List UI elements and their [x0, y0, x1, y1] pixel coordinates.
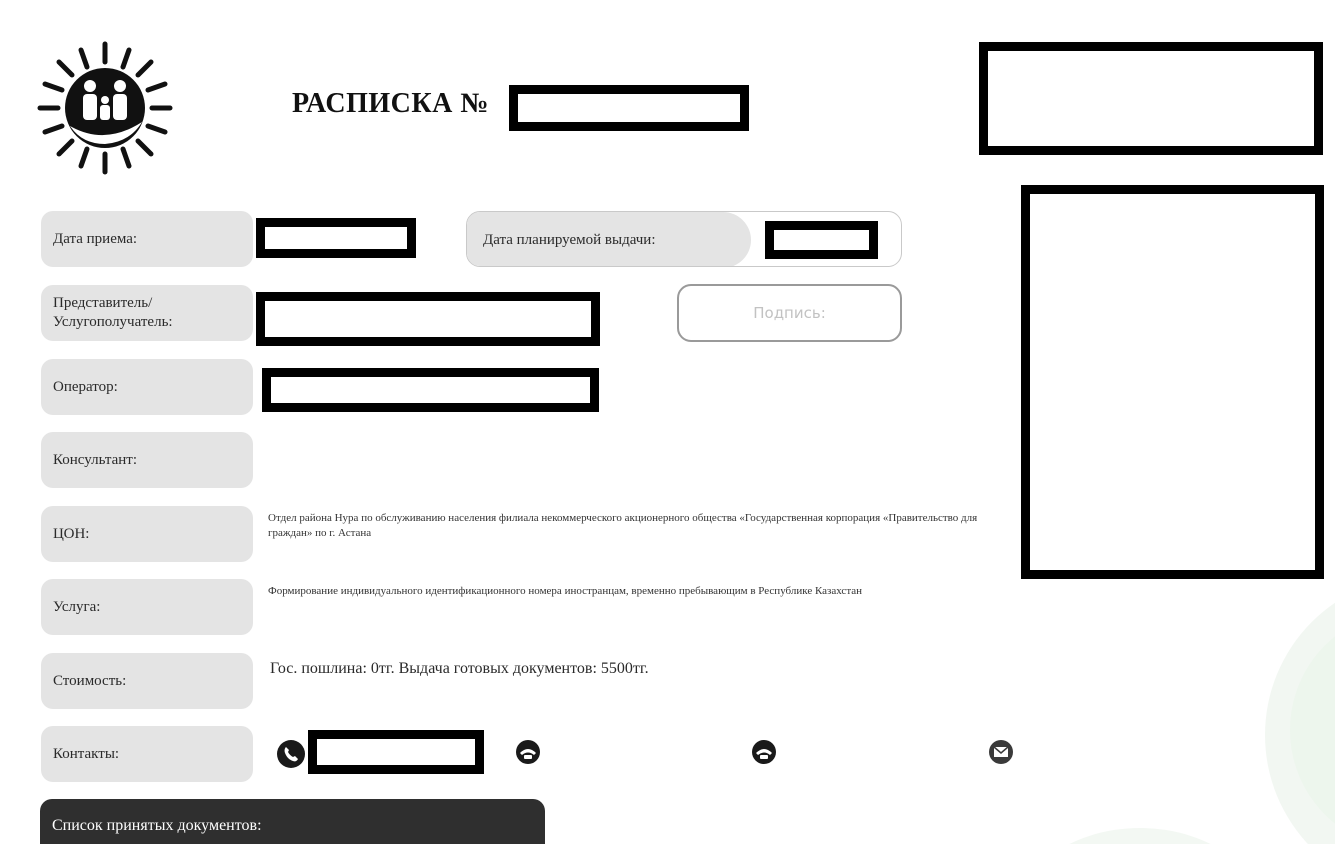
signature-box: Подпись:: [677, 284, 902, 342]
redacted-receive-date: [256, 218, 416, 258]
accepted-documents-header: Список принятых документов:: [40, 799, 545, 844]
service-value: Формирование индивидуального идентификационного номера иностранцам, временно пребывающим в Республике Казахстан: [268, 585, 863, 597]
redacted-barcode: [979, 42, 1323, 155]
consultant-label: Консультант:: [41, 432, 253, 488]
receipt-title: РАСПИСКА №: [292, 88, 490, 119]
contacts-label: Контакты:: [41, 726, 253, 782]
redacted-photo: [1021, 185, 1324, 579]
redacted-issue-date: [765, 221, 878, 259]
con-label: ЦОН:: [41, 506, 253, 562]
redacted-phone-number: [308, 730, 484, 774]
planned-issue-label: Дата планируемой выдачи:: [467, 212, 751, 267]
operator-label: Оператор:: [41, 359, 253, 415]
redacted-representative: [256, 292, 600, 346]
redacted-receipt-number: [509, 85, 749, 131]
mail-icon: [989, 740, 1013, 764]
helpdesk-icon: [516, 740, 540, 764]
family-sun-logo-icon: [30, 38, 180, 178]
cost-value: Гос. пошлина: 0тг. Выдача готовых документов: 5500тг.: [270, 660, 649, 677]
background-circle: [1010, 828, 1270, 844]
cost-label: Стоимость:: [41, 653, 253, 709]
con-value: Отдел района Нура по обслуживанию населения филиала некоммерческого акционерного общества «Государственная корпорация «Правительство для граждан» по г. Астана: [268, 512, 978, 539]
phone-icon: [277, 740, 305, 768]
representative-label: Представитель/ Услугополучатель:: [41, 285, 253, 341]
service-label: Услуга:: [41, 579, 253, 635]
helpdesk-icon: [752, 740, 776, 764]
redacted-operator: [262, 368, 599, 412]
receive-date-label: Дата приема:: [41, 211, 253, 267]
